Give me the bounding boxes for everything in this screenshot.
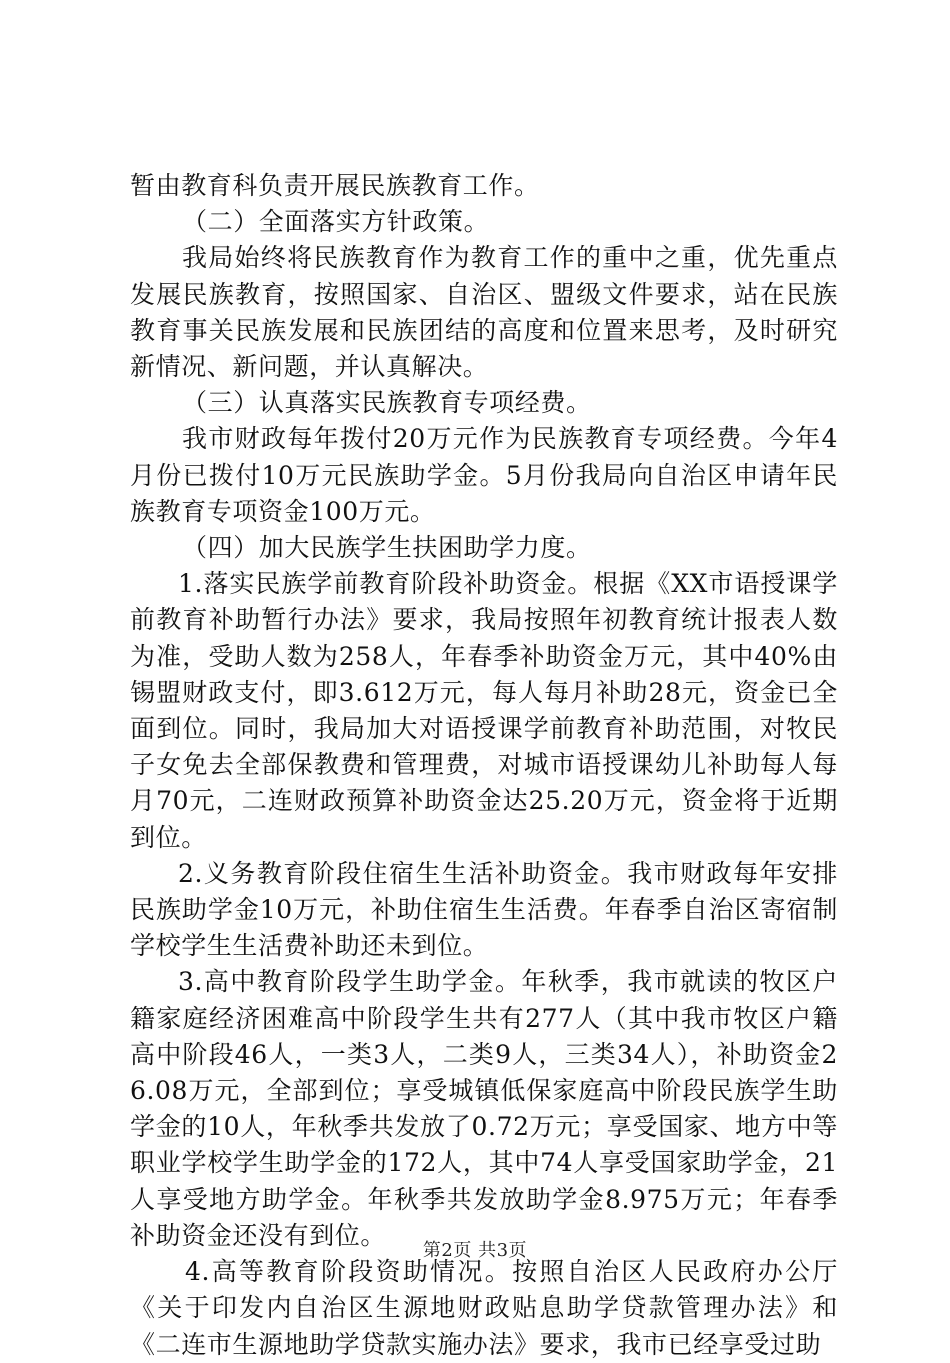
section-heading-2: （二）全面落实方针政策。 [182, 207, 490, 237]
page-number-footer: 第2页 共3页 [422, 1240, 528, 1261]
list-item-higher-education: 4.高等教育阶段资助情况。按照自治区人民政府办公厅《关于印发内自治区生源地财政贴息助学贷款管理办法》和《二连市生源地助学贷款实施办法》要求，我市已经享受过助 [130, 1257, 838, 1359]
paragraph-continuation: 暂由教育科负责开展民族教育工作。 [130, 171, 540, 200]
section-heading-4: （四）加大民族学生扶困助学力度。 [182, 533, 592, 563]
list-item-preschool: 1.落实民族学前教育阶段补助资金。根据《XX市语授课学前教育补助暂行办法》要求，我局按照年初教育统计报表人数为准，受助人数为258人，年春季补助资金万元，其中40%由锡盟财政支付，即3.612万元，每人每月补助28元，资金已全面到位。同时，我局加大对语授课学前教育补助范围，对牧民子女免去全部保教费和管理费，对城市语授课幼儿补助每人每月70元，二连财政预算补助资金达25.20万元，资金将于近期到位。 [130, 569, 838, 852]
paragraph-funding: 我市财政每年拨付20万元作为民族教育专项经费。今年4月份已拨付10万元民族助学金。5月份我局向自治区申请年民族教育专项资金100万元。 [130, 424, 838, 526]
list-item-highschool: 3.高中教育阶段学生助学金。年秋季，我市就读的牧区户籍家庭经济困难高中阶段学生共有277人（其中我市牧区户籍高中阶段46人，一类3人，二类9人，三类34人），补助资金26.08万元，全部到位；享受城镇低保家庭高中阶段民族学生助学金的10人，年秋季共发放了0.72万元；享受国家、地方中等职业学校学生助学金的172人，其中74人享受国家助学金，21人享受地方助学金。年秋季共发放助学金8.975万元；年春季补助资金还没有到位。 [130, 967, 838, 1250]
paragraph-policy: 我局始终将民族教育作为教育工作的重中之重，优先重点发展民族教育，按照国家、自治区、盟级文件要求，站在民族教育事关民族发展和民族团结的高度和位置来思考，及时研究新情况、新问题，并认真解决。 [130, 243, 838, 382]
section-heading-3: （三）认真落实民族教育专项经费。 [182, 388, 592, 418]
list-item-compulsory: 2.义务教育阶段住宿生生活补助资金。我市财政每年安排民族助学金10万元，补助住宿生生活费。年春季自治区寄宿制学校学生生活费补助还未到位。 [130, 858, 838, 961]
document-body [130, 168, 838, 1363]
